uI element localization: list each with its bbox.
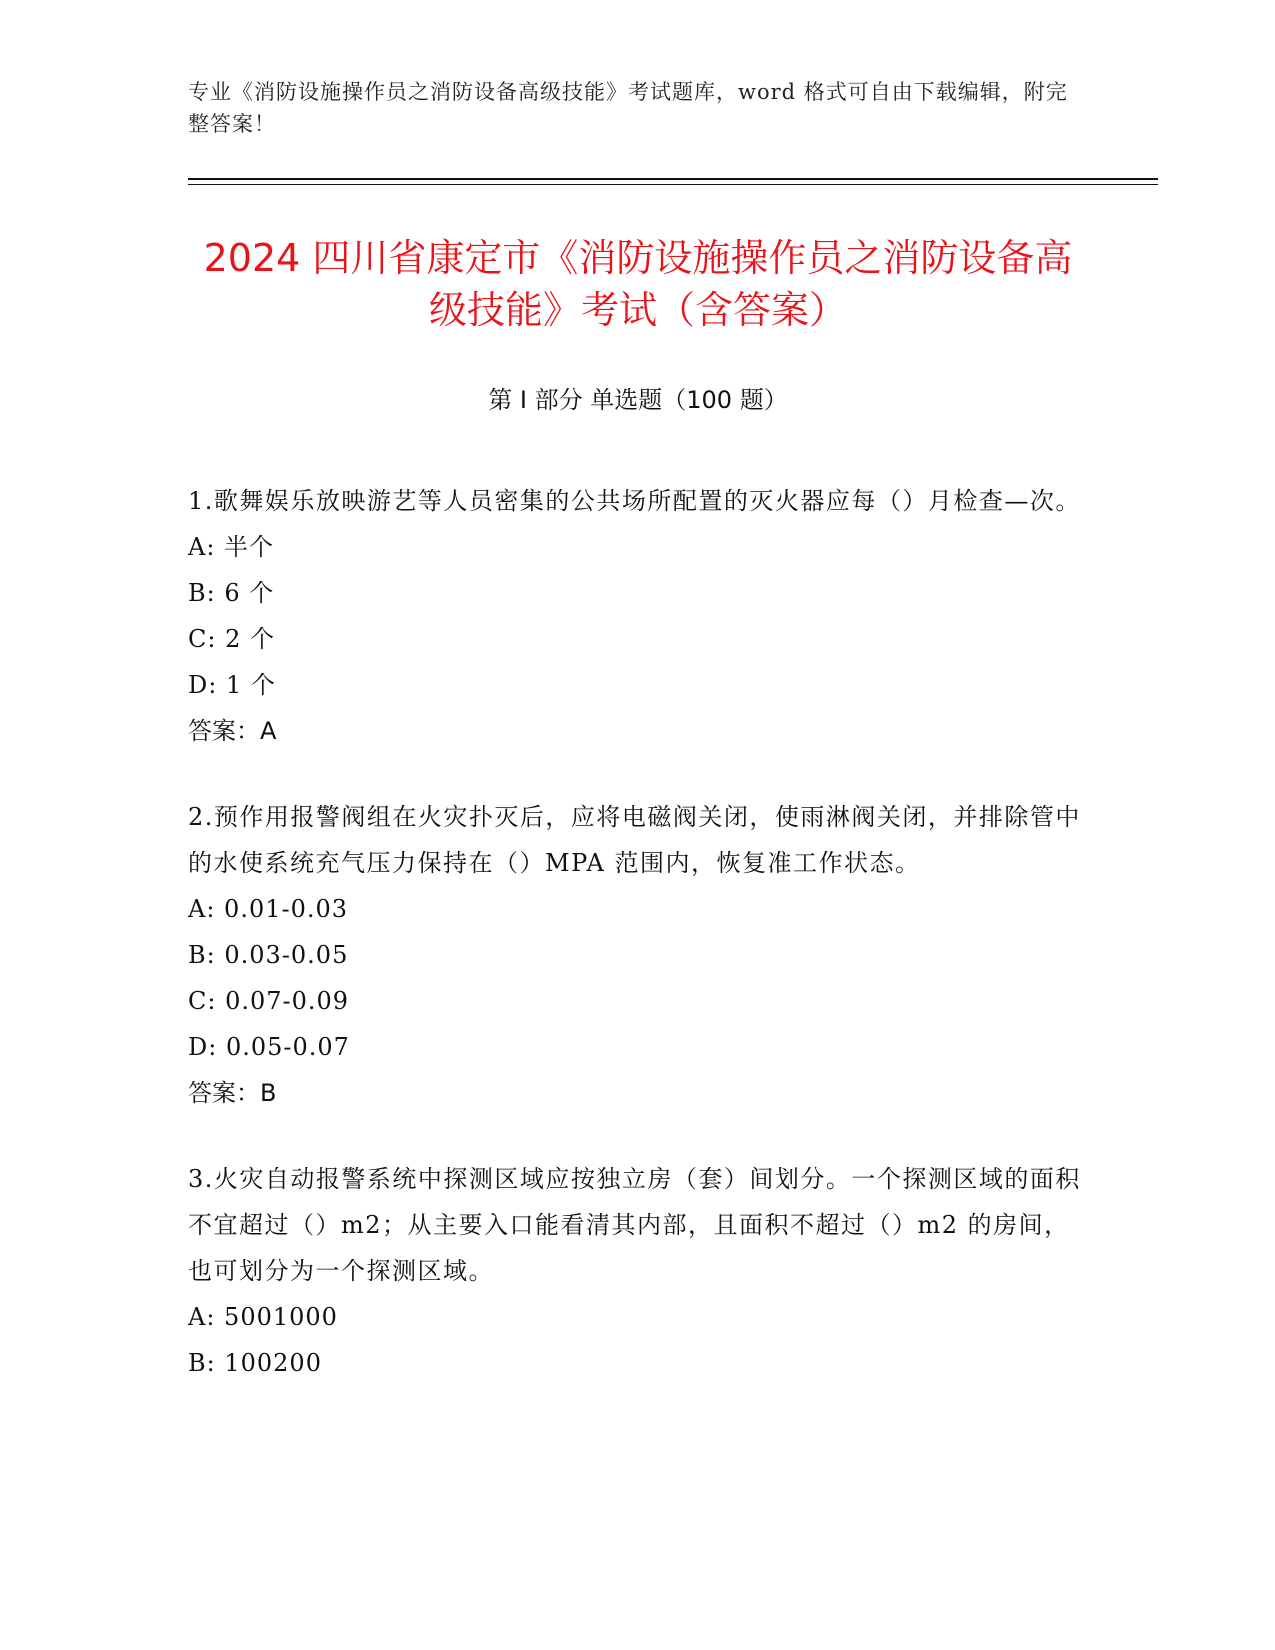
answer-line: 答案：A <box>188 717 277 745</box>
option-c: C: 0.07-0.09 <box>188 987 350 1015</box>
question-stem: 2.预作用报警阀组在火灾扑灭后，应将电磁阀关闭，使雨淋阀关闭，并排除管中的水使系统充气压力保持在（）MPA 范围内，恢复准工作状态。 <box>188 803 1081 877</box>
question-2 <box>188 794 1088 1116</box>
question-list <box>188 478 1088 1426</box>
question-stem: 3.火灾自动报警系统中探测区域应按独立房（套）间划分。一个探测区域的面积不宜超过（）m2；从主要入口能看清其内部，且面积不超过（）m2 的房间，也可划分为一个探测区域。 <box>188 1165 1081 1285</box>
header-divider-thin <box>188 184 1158 185</box>
option-d: D: 1 个 <box>188 671 276 699</box>
option-a: A: 0.01-0.03 <box>188 895 349 923</box>
option-d: D: 0.05-0.07 <box>188 1033 350 1061</box>
question-1 <box>188 478 1088 754</box>
option-b: B: 6 个 <box>188 579 275 607</box>
section-heading: 第 I 部分 单选题（100 题） <box>488 386 788 414</box>
option-b: B: 0.03-0.05 <box>188 941 349 969</box>
option-a: A: 半个 <box>188 533 275 561</box>
option-c: C: 2 个 <box>188 625 275 653</box>
option-a: A: 5001000 <box>188 1303 338 1331</box>
document-title: 2024 四川省康定市《消防设施操作员之消防设备高级技能》考试（含答案） <box>203 236 1073 332</box>
option-b: B: 100200 <box>188 1349 322 1377</box>
answer-line: 答案：B <box>188 1079 277 1107</box>
question-stem: 1.歌舞娱乐放映游艺等人员密集的公共场所配置的灭火器应每（）月检查—次。 <box>188 487 1081 515</box>
header-divider-thick <box>188 178 1158 180</box>
question-3 <box>188 1156 1088 1386</box>
header-note: 专业《消防设施操作员之消防设备高级技能》考试题库，word 格式可自由下载编辑，附完整答案！ <box>188 80 1068 136</box>
